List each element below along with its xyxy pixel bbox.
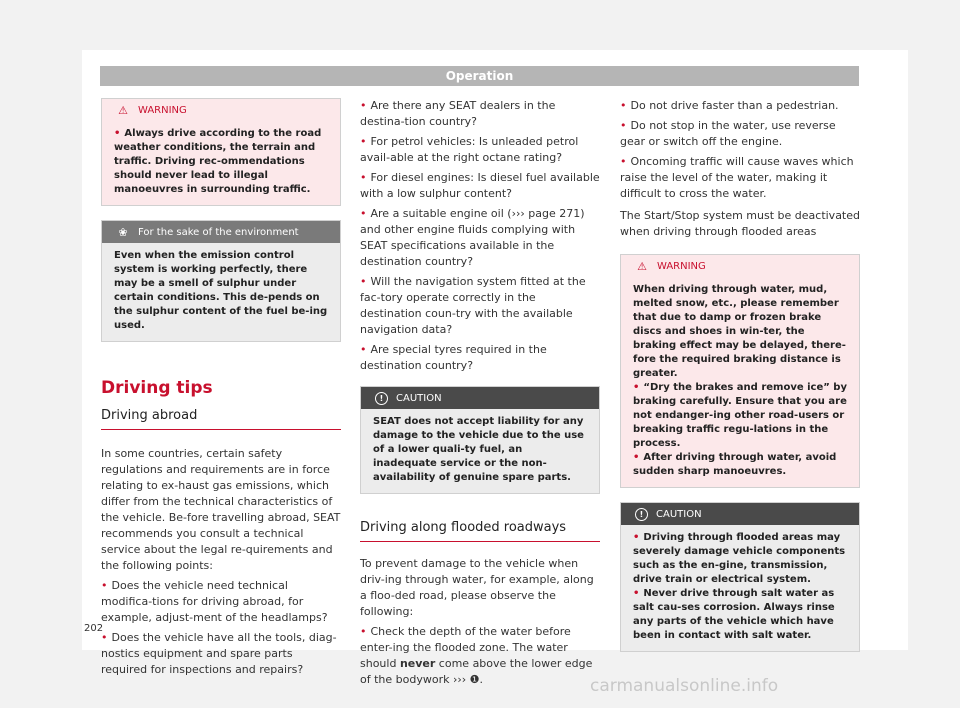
list-item: • Does the vehicle need technical modifica-tions for driving abroad, for example, adjust-ment of the headlamps? — [101, 579, 328, 624]
leaf-icon: ❀ — [118, 225, 128, 239]
subsection-title: Driving abroad — [101, 408, 341, 430]
column-1 — [101, 98, 341, 682]
watermark: carmanualsonline.info — [590, 676, 779, 696]
warning-triangle-icon: ⚠ — [637, 259, 647, 273]
list-item: • For diesel engines: Is diesel fuel available with a low sulphur content? — [360, 171, 600, 200]
list-item: • After driving through water, avoid sudden sharp manoeuvres. — [633, 452, 837, 477]
list-item: • Are special tyres required in the destination country? — [360, 343, 547, 372]
list-item: • Do not drive faster than a pedestrian. — [620, 99, 839, 112]
list-item: • For petrol vehicles: Is unleaded petrol avail-able at the right octane rating? — [360, 135, 579, 164]
warning-title: WARNING — [138, 104, 187, 116]
environment-box — [101, 220, 341, 342]
list-item: • Driving through flooded areas may severely damage vehicle components such as the en-gine, transmission, drive train or electrical system. — [633, 532, 846, 585]
caution-box — [360, 386, 600, 494]
list-item: • Always drive according to the road weather conditions, the terrain and traffic. Driving rec-ommendations should never lead to illegal manoeuvres in surrounding traffic. — [114, 128, 322, 195]
intro-text: To prevent damage to the vehicle when driv-ing through water, for example, along a floo-ded road, please observe the following: — [360, 557, 594, 618]
warning-title: WARNING — [657, 260, 706, 272]
warning-box — [101, 98, 341, 206]
section-title: Driving tips — [101, 378, 213, 398]
list-item: • Will the navigation system fitted at the fac-tory operate correctly in the destination coun-try with the available navigation data? — [360, 275, 586, 336]
list-item: • Do not stop in the water, use reverse gear or switch off the engine. — [620, 119, 836, 148]
column-3 — [620, 98, 860, 664]
list-item: • Oncoming traffic will cause waves which raise the level of the water, making it difficult to cross the water. — [620, 155, 854, 200]
info-icon: ! — [375, 392, 388, 405]
list-item: • Never drive through salt water as salt cau-ses corrosion. Always rinse any parts of the vehicle which have been in contact with salt water. — [633, 588, 835, 641]
caution-title: CAUTION — [396, 392, 442, 404]
list-item: • “Dry the brakes and remove ice” by braking carefully. Ensure that you are not endanger-ing other road-users or breaking traffic regu-lations in the process. — [633, 382, 847, 449]
page-number: 202 — [84, 623, 104, 634]
intro-text: In some countries, certain safety regulations and requirements are in force relating to ex-haust gas emissions, which differ from the technical characteristics of the vehicle. Be-fore travelling abroad, SEAT recommends you consult a technical service about the legal re-quirements and the following points: — [101, 447, 341, 572]
list-item: • Does the vehicle have all the tools, diag-nostics equipment and spare parts required for inspections and repairs? — [101, 631, 337, 676]
warning-triangle-icon: ⚠ — [118, 103, 128, 117]
environment-title: For the sake of the environment — [138, 226, 299, 238]
list-item: • Are there any SEAT dealers in the destina-tion country? — [360, 99, 556, 128]
warning-text: When driving through water, mud, melted snow, etc., please remember that due to damp or frozen brake discs and shoes in win-ter, the braking effect may be delayed, there-fore the required braking distance is greater. — [633, 284, 846, 379]
list-item: • Are a suitable engine oil (››› page 271) and other engine fluids complying with SEAT specifications available in the destination country? — [360, 207, 585, 268]
info-icon: ! — [635, 508, 648, 521]
environment-text: Even when the emission control system is working perfectly, there may be a smell of sulphur under certain conditions. This de-pends on the sulphur content of the fuel be-ing used. — [114, 250, 328, 331]
list-item: • Check the depth of the water before enter-ing the flooded zone. The water should never come above the lower edge of the bodywork ››› ❶. — [360, 625, 593, 686]
startstop-text: The Start/Stop system must be deactivated when driving through flooded areas — [620, 209, 860, 238]
subsection-title: Driving along flooded roadways — [360, 520, 600, 542]
warning-box — [620, 254, 860, 488]
caution-title: CAUTION — [656, 508, 702, 520]
caution-box — [620, 502, 860, 652]
caution-text: SEAT does not accept liability for any damage to the vehicle due to the use of a lower quali-ty fuel, an inadequate service or the non-availability of genuine spare parts. — [373, 416, 584, 483]
column-2 — [360, 98, 600, 692]
page-header: Operation — [100, 66, 859, 86]
